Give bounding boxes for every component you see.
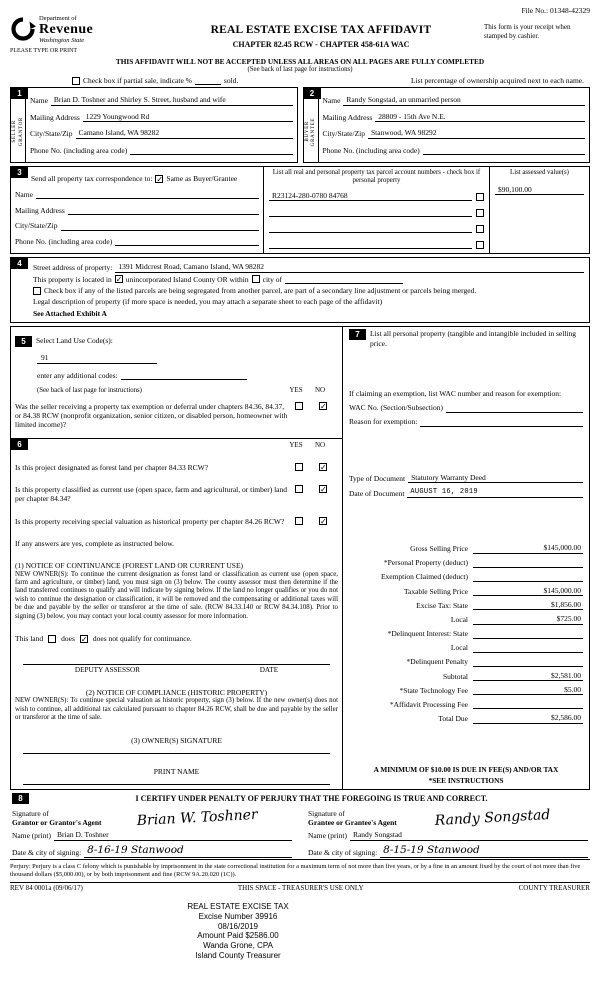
- buyer-name-field[interactable]: Randy Songstad, an unmarried person: [343, 95, 585, 105]
- partial-sale-row: [10, 75, 590, 85]
- land-use-code-field[interactable]: 91: [37, 353, 157, 363]
- buyer-phone-field[interactable]: [423, 145, 585, 155]
- fee-value-field[interactable]: [473, 657, 583, 667]
- document-type-label: Type of Document: [349, 473, 406, 483]
- seller-name-label: Name: [30, 96, 48, 106]
- fee-value-field[interactable]: [473, 643, 583, 653]
- grantee-date-label: Date & city of signing:: [308, 848, 378, 858]
- exemption-claim-label: If claiming an exemption, list WAC number and reason for exemption:: [349, 389, 562, 399]
- owners-signature-line[interactable]: [23, 745, 330, 754]
- grantor-name-print-label: Name (print): [12, 831, 51, 841]
- parcel-2-personal-checkbox[interactable]: [476, 209, 484, 217]
- buyer-csz-field[interactable]: Stanwood, WA 98292: [368, 128, 585, 138]
- exemption-no-checkbox[interactable]: ✓: [320, 401, 327, 411]
- located-in-label: This property is located in: [33, 274, 112, 284]
- fee-label: Excise Tax: State: [416, 600, 468, 610]
- notice-compliance-body: NEW OWNER(S): To continue special valuation as historic property, sign (3) below. If the new owner(s) does not wish to continue, all additional tax calculated pursuant to chapter 84.26 RCW, shall be due and payable by the seller or transferor at the time of sale.: [15, 697, 338, 722]
- assessed-values-header: List assessed value(s): [510, 169, 569, 177]
- deputy-assessor-label: DEPUTY ASSESSOR: [74, 666, 140, 675]
- form-header: [10, 16, 590, 55]
- logo-revenue-text: Revenue: [39, 22, 94, 38]
- fee-label: *State Technology Fee: [399, 686, 468, 696]
- minimum-due-note: A MINIMUM OF $10.00 IS DUE IN FEE(S) AND/OR TAX: [373, 764, 559, 774]
- grantee-name-print-label: Name (print): [308, 831, 347, 841]
- forest-yes-checkbox[interactable]: [295, 463, 303, 471]
- grantor-role-text: GRANTOR: [17, 117, 24, 147]
- document-date-label: Date of Document: [349, 488, 405, 498]
- partial-sale-percent-field[interactable]: [195, 76, 221, 85]
- exemption-yes-checkbox[interactable]: [295, 402, 303, 410]
- correspondence-csz-label: City/State/Zip: [15, 221, 58, 231]
- fee-label: *Delinquent Penalty: [406, 657, 468, 667]
- form-subtitle: CHAPTER 82.45 RCW - CHAPTER 458-61A WAC: [232, 39, 410, 49]
- document-type-field[interactable]: Statutory Warranty Deed: [408, 473, 583, 483]
- unincorporated-label: unincorporated Island County OR within: [125, 274, 249, 284]
- grantee-date-field[interactable]: 8-15-19 Stanwood: [380, 844, 588, 858]
- does-label: does: [61, 633, 75, 643]
- forest-land-question: Is this project designated as forest land per chapter 84.33 RCW?: [15, 462, 209, 472]
- logo-state-text: Washington State: [39, 36, 85, 44]
- receipt-note: This form is your receipt when stamped by cashier.: [484, 23, 571, 41]
- section-6-badge: 6: [11, 439, 28, 450]
- seller-grantor-section: [10, 87, 298, 163]
- please-type-note: PLEASE TYPE OR PRINT: [10, 47, 78, 54]
- parcel-number-field[interactable]: [269, 207, 472, 217]
- seller-name-field[interactable]: Brian D. Toshner and Shirley S. Street, husband and wife: [51, 95, 293, 105]
- treasurer-stamp: [0, 902, 528, 961]
- section-1-badge: 1: [11, 88, 28, 99]
- section-5-land-use: [11, 327, 342, 439]
- rev-form-code: REV 84 0001a (09/06/17): [10, 884, 83, 893]
- buyer-csz-label: City/State/Zip: [322, 129, 365, 139]
- fee-value-field[interactable]: $2,581.00: [473, 671, 583, 681]
- parcel-numbers-header: List all real and personal property tax parcel account numbers - check box if personal property: [272, 169, 481, 185]
- completion-warning: THIS AFFIDAVIT WILL NOT BE ACCEPTED UNLESS ALL AREAS ON ALL PAGES ARE FULLY COMPLETED: [115, 57, 485, 67]
- additional-codes-field[interactable]: [121, 370, 247, 380]
- does-not-label: does not qualify for continuance.: [92, 633, 192, 643]
- fee-value-field[interactable]: $145,000.00: [473, 586, 583, 596]
- legal-description-label: Legal description of property (if more space is needed, you may attach a separate sheet to each page of the affidavit): [33, 297, 383, 307]
- section-4-property: [10, 257, 590, 323]
- if-yes-instruction: If any answers are yes, complete as instructed below.: [15, 538, 175, 548]
- same-as-buyer-label: Same as Buyer/Grantee: [166, 173, 238, 183]
- parcel-number-field[interactable]: [269, 239, 472, 249]
- section-5-badge: 5: [15, 336, 32, 347]
- partial-sale-sold-label: sold.: [223, 75, 239, 85]
- section-3-tax-correspondence: [10, 166, 590, 254]
- grantee-agent-label: Grantee or Grantee's Agent: [308, 818, 397, 828]
- section-7-tax-computation: [343, 327, 589, 789]
- section-8-certification: [10, 792, 590, 860]
- grantee-role-text: GRANTEE: [310, 117, 316, 146]
- file-number: [10, 6, 590, 15]
- fee-label: Subtotal: [442, 671, 468, 681]
- fee-label: Local: [450, 643, 468, 653]
- fee-value-field[interactable]: $2,586.00: [473, 713, 583, 723]
- parcel-1-personal-checkbox[interactable]: [476, 193, 484, 201]
- correspondence-name-label: Name: [15, 189, 33, 199]
- fee-value-field[interactable]: $145,000.00: [473, 543, 583, 553]
- buyer-mailing-field[interactable]: 28809 - 15th Ave N.E.: [375, 112, 585, 122]
- seller-phone-label: Phone No. (including area code): [30, 145, 128, 155]
- segregated-note: Check box if any of the listed parcels are being segregated from another parcel, are part of a secondary line adjustment or parcels being merged.: [44, 286, 477, 296]
- revenue-logo-icon: [10, 16, 36, 44]
- see-back-note-2: (See back of last page for instructions): [37, 386, 142, 394]
- section-3-badge: 3: [11, 167, 28, 178]
- land-does-checkbox[interactable]: [48, 635, 56, 643]
- notice-compliance-title: (2) NOTICE OF COMPLIANCE (HISTORIC PROPERTY): [85, 688, 268, 697]
- fee-label: *Delinquent Interest: State: [387, 629, 468, 639]
- partial-sale-label: Check box if partial sale, indicate %: [83, 75, 192, 85]
- fee-value-field[interactable]: [473, 699, 583, 709]
- grantor-date-field[interactable]: 8-16-19 Stanwood: [84, 844, 292, 858]
- parcel-number-field[interactable]: [269, 223, 472, 233]
- historic-no-checkbox[interactable]: ✓: [320, 516, 327, 526]
- current-use-question: Is this property classified as current use (open space, farm and agricultural, or timber) land per chapter 84.34?: [15, 485, 287, 504]
- exemption-reason-label: Reason for exemption:: [349, 417, 418, 427]
- grantee-signature[interactable]: Randy Songstad: [434, 806, 551, 829]
- county-treasurer-label: COUNTY TREASURER: [518, 884, 590, 893]
- no-column-header: NO: [314, 386, 326, 395]
- grantee-signature-label: Signature of: [308, 809, 345, 819]
- grantor-name-field[interactable]: Brian D. Toshner: [54, 830, 292, 840]
- section-6-land-designation: [11, 439, 342, 789]
- fee-label: *Personal Property (deduct): [383, 558, 468, 568]
- seller-csz-field[interactable]: Camano Island, WA 98282: [76, 128, 293, 138]
- land-does-not-checkbox[interactable]: ✓: [80, 634, 88, 644]
- buyer-name-label: Name: [322, 96, 341, 106]
- city-name-field[interactable]: [285, 275, 403, 284]
- legal-description-value: See Attached Exhibit A: [33, 308, 107, 318]
- form-title: REAL ESTATE EXCISE TAX AFFIDAVIT: [210, 24, 432, 37]
- correspondence-phone-label: Phone No. (including area code): [15, 237, 113, 247]
- correspondence-label: Send all property tax correspondence to:: [31, 173, 153, 183]
- section-4-badge: 4: [11, 258, 28, 269]
- notice-continuance-body: NEW OWNER(S): To continue the current designation as forest land or classification as current use (open space, farm and agriculture, or timber) land, you must sign on (3) below. The county assessor must then determine if the land transferred continues to qualify and will indicate by signing below. If the land no longer qualifies or you do not wish to continue the designation or classification, it will be removed and the compensating or additional taxes will be due and payable by the seller or transferor at the time of sale. (RCW 84.33.140 or RCW 84.34.108). Prior to signing (3) below, you may contact your local county assessor for more information.: [15, 570, 338, 620]
- seller-role-text: SELLER: [11, 120, 18, 144]
- logo-dept-text: Department of: [39, 15, 77, 23]
- fee-label: Exemption Claimed (deduct): [380, 572, 468, 582]
- grantor-signature-label: Signature of: [12, 809, 49, 819]
- seller-mailing-label: Mailing Address: [30, 112, 80, 122]
- stamp-line-amount: Amount Paid $2586.00: [197, 931, 279, 941]
- grantor-signature[interactable]: Brian W. Toshner: [135, 806, 258, 829]
- street-address-field[interactable]: 1391 Midcrest Road, Camano Island, WA 98282: [115, 262, 584, 272]
- parcel-4-personal-checkbox[interactable]: [476, 241, 484, 249]
- fee-value-field[interactable]: [473, 629, 583, 639]
- owners-signature-label: (3) OWNER(S) SIGNATURE: [131, 735, 222, 745]
- current-use-yes-checkbox[interactable]: [295, 485, 303, 493]
- seller-phone-field[interactable]: [130, 145, 292, 155]
- ownership-percentage-note: List percentage of ownership acquired next to each name.: [410, 75, 584, 85]
- correspondence-name-field[interactable]: [36, 189, 259, 199]
- buyer-phone-label: Phone No. (including area code): [322, 145, 420, 155]
- city-checkbox[interactable]: [252, 275, 260, 283]
- stamp-line-excise-number: Excise Number 39916: [198, 911, 278, 921]
- treasurer-row: [10, 882, 590, 893]
- section-7-badge: 7: [349, 329, 366, 340]
- seller-csz-label: City/State/Zip: [30, 129, 73, 139]
- wac-number-field[interactable]: [446, 403, 583, 413]
- file-number-value: 01348-42329: [550, 6, 590, 15]
- date-label: DATE: [259, 666, 279, 675]
- this-land-label: This land: [15, 633, 44, 643]
- perjury-note: Perjury: Perjury is a class C felony which is punishable by imprisonment in the state correctional institution for a maximum term of not more than five years, or by a fine in an amount fixed by the court of not more than five thousand dollars ($5,000.00), or by both imprisonment and fine (RCW 9A.20.020 (1C)).: [10, 862, 581, 879]
- seller-mailing-field[interactable]: 1229 Youngwood Rd: [83, 112, 293, 122]
- grantor-date-label: Date & city of signing:: [12, 848, 82, 858]
- street-address-label: Street address of property:: [33, 263, 113, 273]
- print-name-label: PRINT NAME: [153, 766, 200, 776]
- partial-sale-checkbox[interactable]: [72, 77, 80, 85]
- fee-label: *Affidavit Processing Fee: [389, 700, 468, 710]
- wac-number-label: WAC No. (Section/Subsection): [349, 403, 443, 413]
- fee-label: Local: [450, 615, 468, 625]
- no-column-header: NO: [314, 441, 326, 450]
- yes-column-header: YES: [289, 386, 303, 395]
- fee-label: Gross Selling Price: [410, 544, 468, 554]
- buyer-grantee-section: [303, 87, 591, 163]
- see-instructions-note: *SEE INSTRUCTIONS: [428, 776, 504, 786]
- section-8-badge: 8: [12, 793, 29, 804]
- assessed-value-field[interactable]: $90,100.00: [495, 185, 584, 195]
- historic-property-question: Is this property receiving special valuation as historical property per chapter 84.26 RCW?: [15, 516, 285, 526]
- deputy-assessor-signature-line[interactable]: [23, 656, 330, 665]
- grantee-name-field[interactable]: Randy Songstad: [350, 830, 588, 840]
- fee-table: [349, 539, 583, 724]
- same-as-buyer-checkbox[interactable]: ✓: [156, 174, 164, 184]
- tax-exemption-question: Was the seller receiving a property tax exemption or deferral under chapters 84.36, 84.37, or 84.38 RCW (nonprofit organization, senior citizen, or disabled person, homeowner with limited income)?: [15, 401, 288, 430]
- stamp-line-title: REAL ESTATE EXCISE TAX: [187, 902, 289, 912]
- correspondence-mailing-label: Mailing Address: [15, 205, 65, 215]
- unincorporated-checkbox[interactable]: ✓: [115, 275, 123, 285]
- parcel-number-field[interactable]: R23124-280-0780 84768: [269, 191, 472, 201]
- fee-value-field[interactable]: [473, 572, 583, 582]
- section-2-badge: 2: [304, 88, 321, 99]
- yes-column-header: YES: [289, 441, 303, 450]
- see-back-note: (See back of last page for instructions): [247, 66, 353, 74]
- document-date-field[interactable]: AUGUST 16, 2019: [407, 488, 583, 498]
- notice-continuance-title: (1) NOTICE OF CONTINUANCE (FOREST LAND OR CURRENT USE): [15, 561, 244, 571]
- fee-value-field[interactable]: $5.00: [473, 685, 583, 695]
- exemption-reason-field[interactable]: [420, 417, 583, 427]
- grantor-agent-label: Grantor or Grantor's Agent: [12, 818, 102, 828]
- stamp-line-name: Wanda Grone, CPA: [203, 941, 273, 951]
- stamp-line-date: 08/16/2019: [217, 921, 259, 931]
- historic-yes-checkbox[interactable]: [295, 517, 303, 525]
- fee-value-field[interactable]: [473, 558, 583, 568]
- agency-logo-block: [10, 16, 158, 55]
- fee-label: Total Due: [438, 714, 468, 724]
- certify-statement: I CERTIFY UNDER PENALTY OF PERJURY THAT THE FOREGOING IS TRUE AND CORRECT.: [135, 793, 488, 803]
- forest-no-checkbox[interactable]: ✓: [320, 462, 327, 472]
- segregated-checkbox[interactable]: [33, 287, 41, 295]
- grantor-signature-block: [12, 805, 292, 858]
- correspondence-mailing-field[interactable]: [68, 205, 259, 215]
- stamp-line-office: Island County Treasurer: [195, 950, 281, 960]
- fee-value-field[interactable]: $725.00: [473, 614, 583, 624]
- buyer-mailing-label: Mailing Address: [322, 112, 373, 122]
- personal-property-label: List all personal property (tangible and intangible included in selling price.: [370, 329, 576, 348]
- additional-codes-label: enter any additional codes:: [37, 370, 118, 380]
- city-of-label: city of: [262, 274, 283, 284]
- current-use-no-checkbox[interactable]: ✓: [320, 485, 327, 495]
- file-number-label: File No.:: [521, 6, 549, 15]
- buyer-role-text: BUYER: [303, 121, 310, 143]
- treasurer-space-label: THIS SPACE - TREASURER'S USE ONLY: [237, 884, 364, 893]
- correspondence-phone-field[interactable]: [115, 236, 259, 246]
- buyer-grantee-side-label: [304, 101, 318, 162]
- fee-label: Taxable Selling Price: [403, 586, 468, 596]
- fee-value-field[interactable]: $1,856.00: [473, 600, 583, 610]
- seller-grantor-side-label: [11, 101, 25, 162]
- grantee-signature-block: [308, 805, 588, 858]
- print-name-line[interactable]: [23, 776, 330, 785]
- land-use-label: Select Land Use Code(s):: [36, 336, 113, 346]
- parcel-3-personal-checkbox[interactable]: [476, 225, 484, 233]
- correspondence-csz-field[interactable]: [61, 221, 260, 231]
